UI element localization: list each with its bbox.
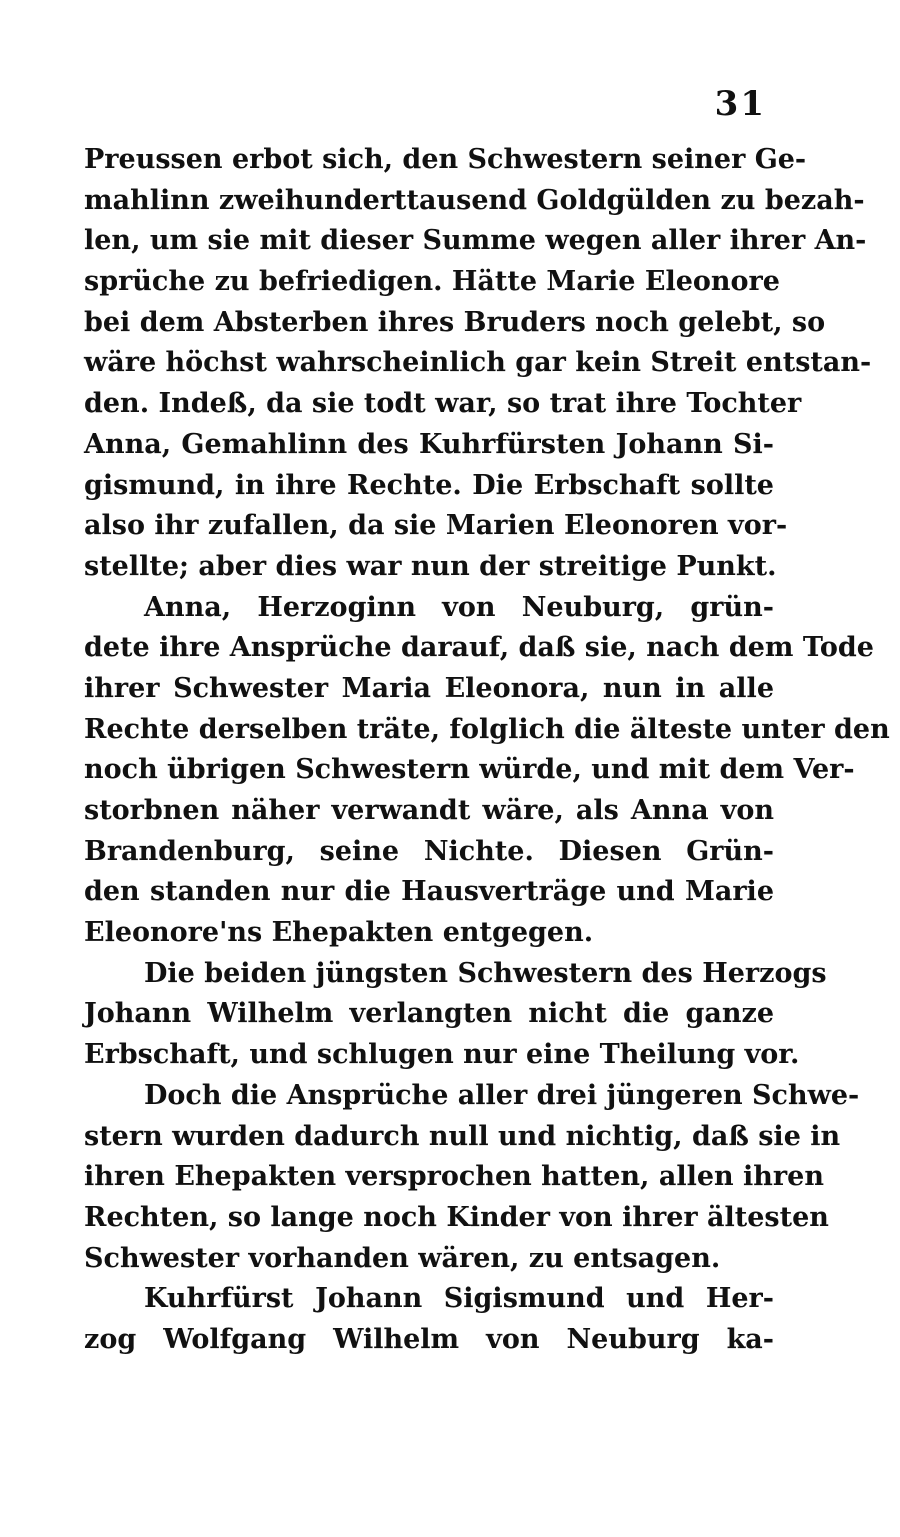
text-line: Erbschaft, und schlugen nur eine Theilung vor. [84, 1039, 800, 1071]
text-line: stellte; aber dies war nun der streitige Punkt. [84, 550, 777, 582]
text-line: dete ihre Ansprüche darauf, daß sie, nach dem Tode [84, 632, 874, 664]
text-line: sprüche zu befriedigen. Hätte Marie Eleonore [84, 266, 780, 298]
text-line: Kuhrfürst Johann Sigismund und Her- [144, 1283, 774, 1315]
text-line: gismund, in ihre Rechte. Die Erbschaft sollte [84, 469, 774, 501]
text-line: den standen nur die Hausverträge und Marie [84, 876, 774, 908]
text-line: den. Indeß, da sie todt war, so trat ihre Tochter [84, 388, 802, 420]
text-line: Anna, Gemahlinn des Kuhrfürsten Johann Si- [84, 428, 774, 460]
text-line: zog Wolfgang Wilhelm von Neuburg ka- [84, 1323, 774, 1355]
body-text [84, 140, 890, 1361]
text-line: Preussen erbot sich, den Schwestern seiner Ge- [84, 144, 807, 175]
text-line: Johann Wilhelm verlangten nicht die ganze [84, 998, 774, 1030]
text-line: wäre höchst wahrscheinlich gar kein Streit entstan- [84, 347, 872, 379]
text-line: Brandenburg, seine Nichte. Diesen Grün- [84, 835, 774, 867]
text-line: mahlinn zweihunderttausend Goldgülden zu bezah- [84, 184, 865, 216]
text-line: also ihr zufallen, da sie Marien Eleonoren vor- [84, 510, 788, 542]
text-line: Anna, Herzoginn von Neuburg, grün- [144, 591, 774, 623]
text-line: noch übrigen Schwestern würde, und mit dem Ver- [84, 754, 855, 786]
text-line: Rechte derselben träte, folglich die älteste unter den [84, 713, 890, 745]
text-line: len, um sie mit dieser Summe wegen aller ihrer An- [84, 225, 867, 257]
text-line: bei dem Absterben ihres Bruders noch gelebt, so [84, 306, 826, 338]
text-line: ihrer Schwester Maria Eleonora, nun in alle [84, 672, 774, 704]
page-number: 31 [714, 84, 766, 124]
text-line: stern wurden dadurch null und nichtig, daß sie in [84, 1120, 841, 1152]
text-line: ihren Ehepakten versprochen hatten, allen ihren [84, 1161, 824, 1193]
text-line: Rechten, so lange noch Kinder von ihrer ältesten [84, 1201, 829, 1233]
text-line: Doch die Ansprüche aller drei jüngeren Schwe- [144, 1079, 860, 1111]
text-line: Eleonore'ns Ehepakten entgegen. [84, 917, 594, 949]
text-line: storbnen näher verwandt wäre, als Anna von [84, 795, 774, 826]
text-line: Schwester vorhanden wären, zu entsagen. [84, 1242, 721, 1274]
text-line: Die beiden jüngsten Schwestern des Herzogs [144, 957, 827, 989]
